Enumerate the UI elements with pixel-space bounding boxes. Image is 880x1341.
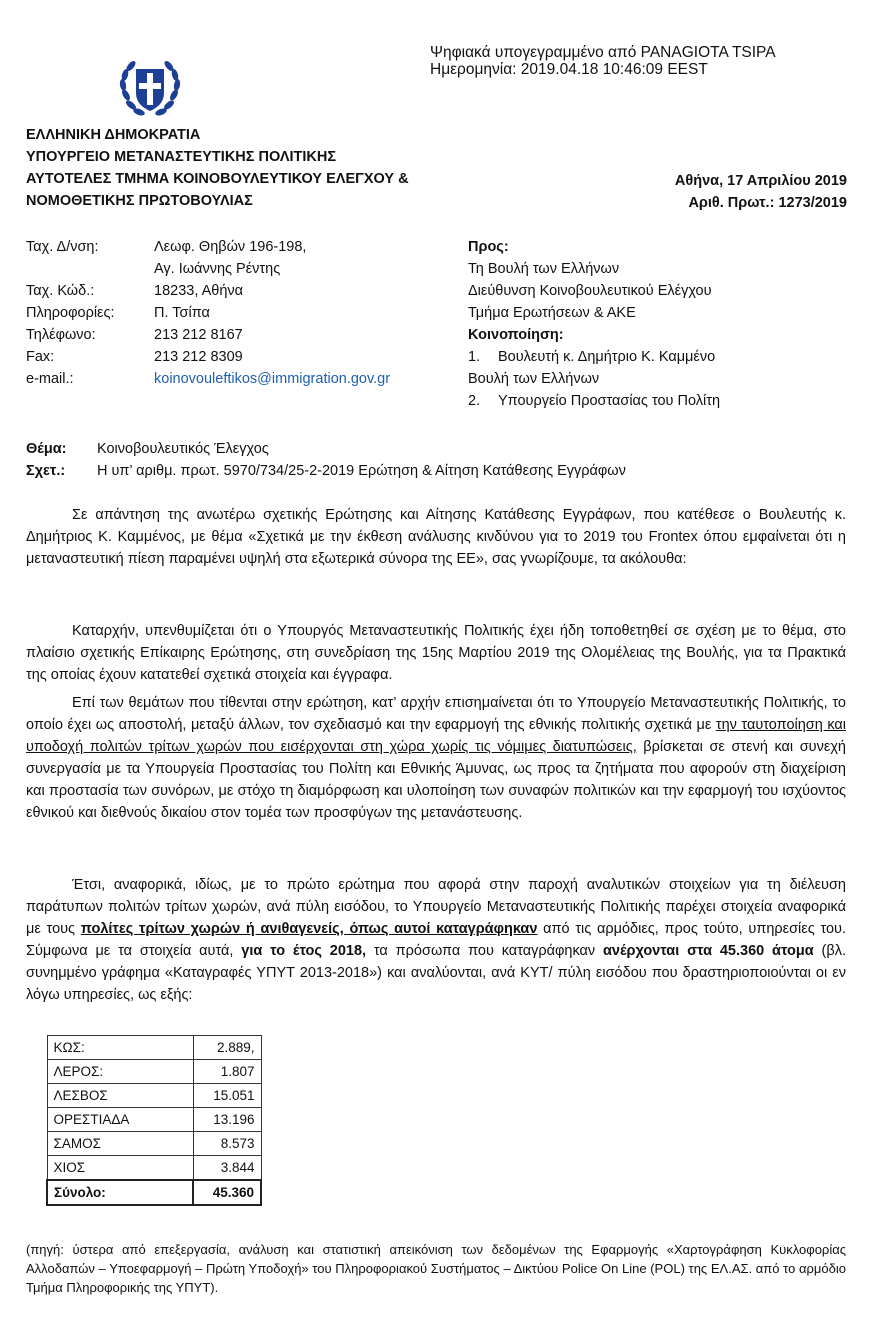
cc-text: Υπουργείο Προστασίας του Πολίτη: [498, 393, 721, 409]
table-cell-name: ΣΑΜΟΣ: [47, 1132, 193, 1156]
subject-label: Θέμα:: [26, 441, 67, 457]
source-note: (πηγή: ύστερα από επεξεργασία, ανάλυση και στατιστική απεικόνιση των δεδομένων της Εφαρμογής «Χαρτογράφηση Κυκλοφορίας Αλλοδαπών – Υποεφαρμογή – Πρώτη Υποδοχή» του Πληροφοριακού Συστήματος – Δικτύου Police On Line (POL) της ΕΛ.ΑΣ. από το αρμόδιο Τμήμα Πληροφορικής της ΥΠΥΤ).: [26, 1242, 846, 1295]
address-value-2: Αγ. Ιωάννης Ρέντης: [154, 261, 281, 277]
recipient-line: Διεύθυνση Κοινοβουλευτικού Ελέγχου: [468, 283, 712, 299]
subject-text: Κοινοβουλευτικός Έλεγχος: [97, 441, 269, 457]
table-total-row: [47, 1180, 261, 1205]
phone-value: 213 212 8167: [154, 327, 243, 343]
recipient-line: Τη Βουλή των Ελλήνων: [468, 261, 620, 277]
header-line: ΝΟΜΟΘΕΤΙΚΗΣ ΠΡΩΤΟΒΟΥΛΙΑΣ: [26, 193, 253, 209]
table-cell-name: ΟΡΕΣΤΙΑΔΑ: [47, 1108, 193, 1132]
contact-info: [26, 236, 390, 390]
phone-label: Τηλέφωνο:: [26, 327, 96, 343]
total-value: 45.360: [193, 1180, 261, 1205]
table-row: [47, 1156, 261, 1181]
date-protocol-block: [675, 170, 847, 214]
fax-label: Fax:: [26, 349, 55, 365]
paragraph-cooperation: Επί των θεμάτων που τίθενται στην ερώτηση, κατ’ αρχήν επισημαίνεται ότι το Υπουργείο Μεταναστευτικής Πολιτικής, το οποίο έχει ως αποστολή, μεταξύ άλλων, τον σχεδιασμό και την εφαρμογή της εθνικής πολιτικής σχετικά με την ταυτοποίηση και υποδοχή πολιτών τρίτων χωρών που εισέρχονται στη χώρα χωρίς τις νόμιμες διατυπώσεις, βρίσκεται σε στενή και συνεχή συνεργασία με τα Υπουργεία Προστασίας του Πολίτη και Εθνικής Άμυνας, ως προς τα ζητήματα που αφορούν στη διαχείριση και προστασία των συνόρων, με στόχο τη διαμόρφωση και υλοποίηση των συναφών πολιτικών και την εφαρμογή του ισχύοντος εθνικού και διεθνούς δικαίου στον τομέα των προσφύγων της μετανάστευσης.: [26, 695, 846, 821]
email-label: e-mail.:: [26, 371, 74, 387]
info-value: Π. Τσίπα: [154, 305, 210, 321]
table-cell-value: 13.196: [193, 1108, 261, 1132]
subject-block: [26, 438, 626, 482]
reference-text: Η υπ’ αριθμ. πρωτ. 5970/734/25-2-2019 Ερώτηση & Αίτηση Κατάθεσης Εγγράφων: [97, 463, 626, 479]
header-line: ΥΠΟΥΡΓΕΙΟ ΜΕΤΑΝΑΣΤΕΥΤΙΚΗΣ ΠΟΛΙΤΙΚΗΣ: [26, 149, 337, 165]
ministry-header: [26, 124, 409, 212]
bold-text: για το έτος 2018,: [241, 943, 367, 959]
email-link[interactable]: koinovouleftikos@immigration.gov.gr: [154, 371, 391, 387]
signature-line-2: Ημερομηνία: 2019.04.18 10:46:09 EEST: [430, 61, 708, 78]
cc-text: Βουλευτή κ. Δημήτριο Κ. Καμμένο: [498, 349, 716, 365]
cc-number: 2.: [468, 393, 481, 409]
table-cell-value: 1.807: [193, 1060, 261, 1084]
bold-underlined-text: πολίτες τρίτων χωρών ή ανιθαγενείς, όπως αυτοί καταγράφηκαν: [80, 921, 538, 937]
table-row: [47, 1084, 261, 1108]
table-row: [47, 1132, 261, 1156]
document-date: Αθήνα, 17 Απριλίου 2019: [674, 173, 847, 189]
header-line: ΕΛΛΗΝΙΚΗ ΔΗΜΟΚΡΑΤΙΑ: [26, 127, 201, 143]
total-label: Σύνολο:: [47, 1180, 193, 1205]
table-cell-name: ΛΕΣΒΟΣ: [47, 1084, 193, 1108]
table-cell-value: 3.844: [193, 1156, 261, 1181]
table-cell-name: ΛΕΡΟΣ:: [47, 1060, 193, 1084]
cc-item-continued: Βουλή των Ελλήνων: [468, 371, 600, 387]
table-row: [47, 1036, 261, 1060]
digital-signature: [430, 44, 776, 78]
table-cell-value: 8.573: [193, 1132, 261, 1156]
cc-label: Κοινοποίηση:: [468, 327, 564, 343]
paragraph-statistics: Έτσι, αναφορικά, ιδίως, με το πρώτο ερώτημα που αφορά στην παροχή αναλυτικών στοιχείων για τη διέλευση παράτυπων πολιτών τρίτων χωρών, ανά πύλη εισόδου, το Υπουργείο Μεταναστευτικής Πολιτικής παρέχει στοιχεία αναφορικά με τους πολίτες τρίτων χωρών ή ανιθαγενείς, όπως αυτοί καταγράφηκαν από τις αρμόδιες, προς τούτο, υπηρεσίες του. Σύμφωνα με τα στοιχεία αυτά, για το έτος 2018, τα πρόσωπα που καταγράφηκαν ανέρχονται στα 45.360 άτομα (βλ. συνημμένο γράφημα «Καταγραφές ΥΠΥΤ 2013-2018») και αναλύονται, ανά ΚΥΤ/ πύλη εισόδου που δραστηριοποιούνται οι εν λόγω υπηρεσίες, ως εξής:: [26, 877, 847, 1003]
postal-value: 18233, Αθήνα: [154, 283, 244, 299]
table-cell-value: 2.889,: [193, 1036, 261, 1060]
fax-value: 213 212 8309: [154, 349, 243, 365]
reference-label: Σχετ.:: [26, 463, 66, 479]
greek-emblem-icon: [117, 55, 183, 121]
postal-label: Ταχ. Κώδ.:: [26, 283, 95, 299]
cc-item: [468, 390, 720, 412]
header-line: ΑΥΤΟΤΕΛΕΣ ΤΜΗΜΑ ΚΟΙΝΟΒΟΥΛΕΥΤΙΚΟΥ ΕΛΕΓΧΟΥ &: [26, 171, 409, 187]
address-value: Λεωφ. Θηβών 196-198,: [154, 239, 307, 255]
paragraph-intro: Σε απάντηση της ανωτέρω σχετικής Ερώτησης και Αίτησης Κατάθεσης Εγγράφων, που κατέθεσε ο Βουλευτής κ. Δημήτριος Κ. Καμμένος, με θέμα «Σχετικά με την έκθεση ανάλυσης κινδύνου για το 2019 του Frontex όπου εμφαίνεται ότι η μεταναστευτική πίεση παραμένει υψηλή στα εξωτερικά σύνορα της ΕΕ», σας γνωρίζουμε, τα ακόλουθα:: [26, 507, 846, 567]
recipient-line: Τμήμα Ερωτήσεων & ΑΚΕ: [468, 305, 636, 321]
table-cell-value: 15.051: [193, 1084, 261, 1108]
cc-number: 1.: [468, 349, 481, 365]
table-row: [47, 1108, 261, 1132]
cc-item: [468, 346, 720, 368]
to-label: Προς:: [468, 239, 509, 255]
table-cell-name: ΚΩΣ:: [47, 1036, 193, 1060]
recipients: [468, 236, 720, 412]
paragraph-reminder: Καταρχήν, υπενθυμίζεται ότι ο Υπουργός Μεταναστευτικής Πολιτικής έχει ήδη τοποθετηθεί σε σχέση με το θέμα, στο πλαίσιο σχετικής Επίκαιρης Ερώτησης, στη συνεδρίαση της 15ης Μαρτίου 2019 της Ολομέλειας της Βουλής, για τα Πρακτικά της οποίας έχουν κατατεθεί σχετικά στοιχεία και έγγραφα.: [26, 623, 846, 683]
address-label: Ταχ. Δ/νση:: [26, 239, 99, 255]
info-label: Πληροφορίες:: [26, 305, 115, 321]
protocol-number: Αριθ. Πρωτ.: 1273/2019: [688, 195, 847, 211]
table-row: [47, 1060, 261, 1084]
bold-text: ανέρχονται στα 45.360 άτομα: [603, 943, 814, 959]
underlined-text: την ταυτοποίηση και υποδοχή πολιτών τρίτων χωρών που εισέρχονται στη χώρα χωρίς τις νόμιμες διατυπώσεις,: [26, 717, 846, 755]
table-cell-name: ΧΙΟΣ: [47, 1156, 193, 1181]
entry-points-table: [46, 1035, 262, 1206]
signature-line-1: Ψηφιακά υπογεγραμμένο από PANAGIOTA TSIPA: [430, 44, 776, 61]
